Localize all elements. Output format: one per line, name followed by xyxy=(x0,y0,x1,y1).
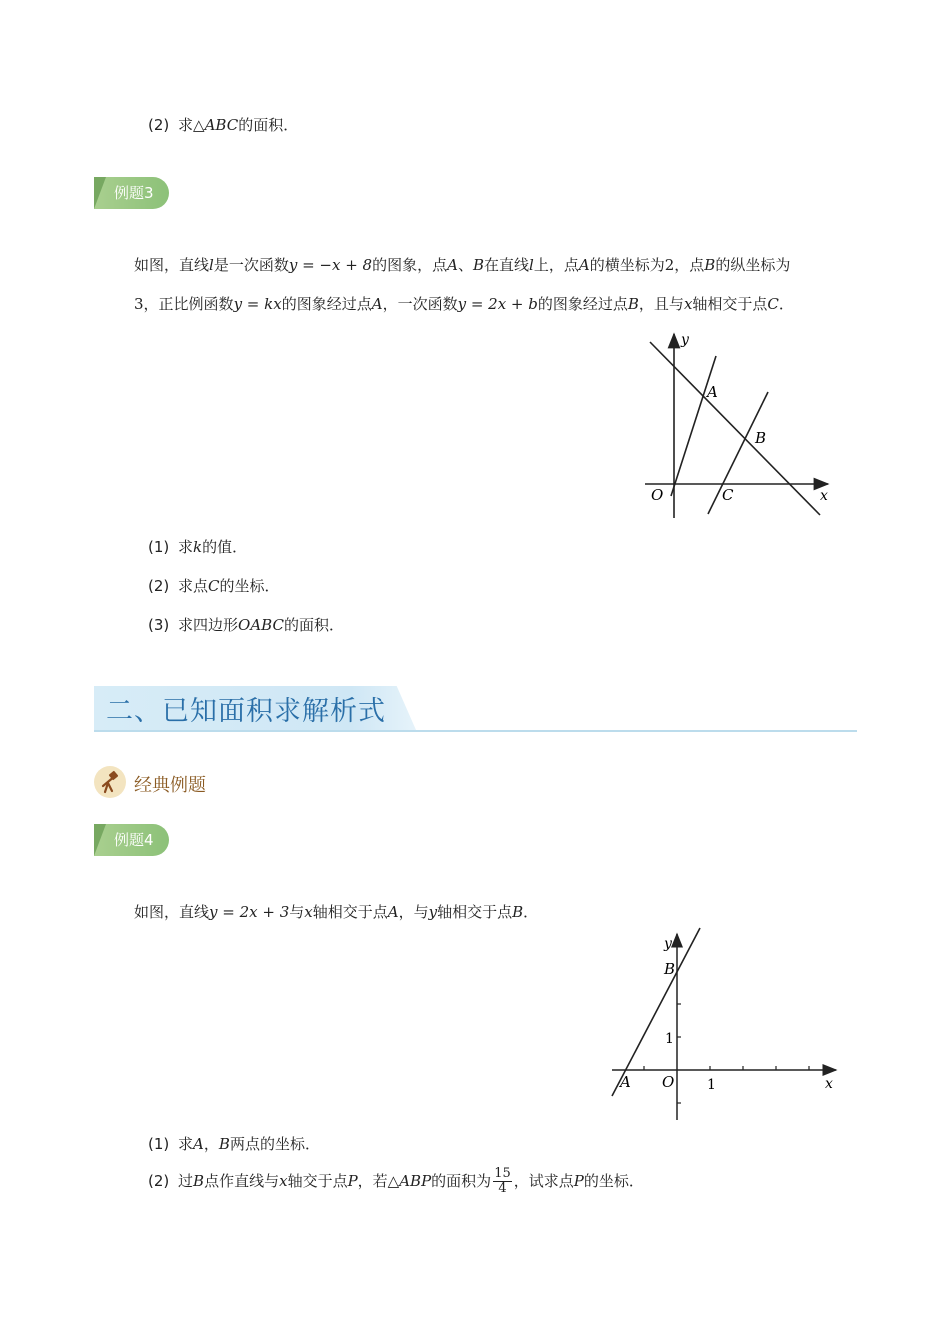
question-2-area-abc: (2) 求△ABC的面积． xyxy=(148,116,299,134)
example-3-question-1: (1) 求k的值． xyxy=(148,538,248,556)
example-3-graph xyxy=(640,328,840,523)
label-one-x: 1 xyxy=(707,1077,716,1093)
label-x: x xyxy=(820,488,828,504)
section-2-title: 二、已知面积求解析式 xyxy=(106,696,386,727)
label-y: y xyxy=(664,936,672,952)
example-4-question-1: (1) 求A，B两点的坐标． xyxy=(148,1135,320,1153)
line-l xyxy=(650,342,820,515)
fraction-15-over-4: $\frac{15}{4}$ xyxy=(494,1166,511,1196)
example-3-question-2: (2) 求点C的坐标． xyxy=(148,577,280,595)
example-3-text-line-2: 3，正比例函数y = kx的图象经过点A，一次函数y = 2x + b的图象经过点B，且与x轴相交于点C． xyxy=(134,295,794,313)
line-y-2x-3 xyxy=(612,928,700,1096)
label-b: B xyxy=(755,429,767,447)
example-3-text-line-1: 如图，直线l是一次函数y = −x + 8的图象，点A、B在直线l上，点A的横坐标为2，点B的纵坐标为 xyxy=(134,256,791,274)
label-o: O xyxy=(662,1073,675,1091)
section-2-header xyxy=(94,686,857,732)
example-4-text: 如图，直线y = 2x + 3与x轴相交于点A，与y轴相交于点B． xyxy=(134,903,539,921)
label-o: O xyxy=(651,486,664,504)
example-3-question-3: (3) 求四边形OABC的面积． xyxy=(148,616,344,634)
example-4-question-2: (2) 过B点作直线与x轴交于点P，若△ABP的面积为 $\frac{15}{4}$ ，试求点P的坐标． xyxy=(148,1166,644,1196)
label-one-y: 1 xyxy=(665,1031,674,1047)
label-a: A xyxy=(707,383,718,401)
label-a: A xyxy=(620,1073,631,1091)
telescope-icon xyxy=(94,766,126,798)
label-x: x xyxy=(825,1076,833,1092)
example-4-badge: 例题4 xyxy=(94,824,169,856)
label-b: B xyxy=(664,960,676,978)
label-c: C xyxy=(722,486,734,504)
line-oa xyxy=(671,356,716,496)
label-y: y xyxy=(681,332,689,348)
example-3-badge: 例题3 xyxy=(94,177,169,209)
example-4-graph xyxy=(606,924,842,1124)
